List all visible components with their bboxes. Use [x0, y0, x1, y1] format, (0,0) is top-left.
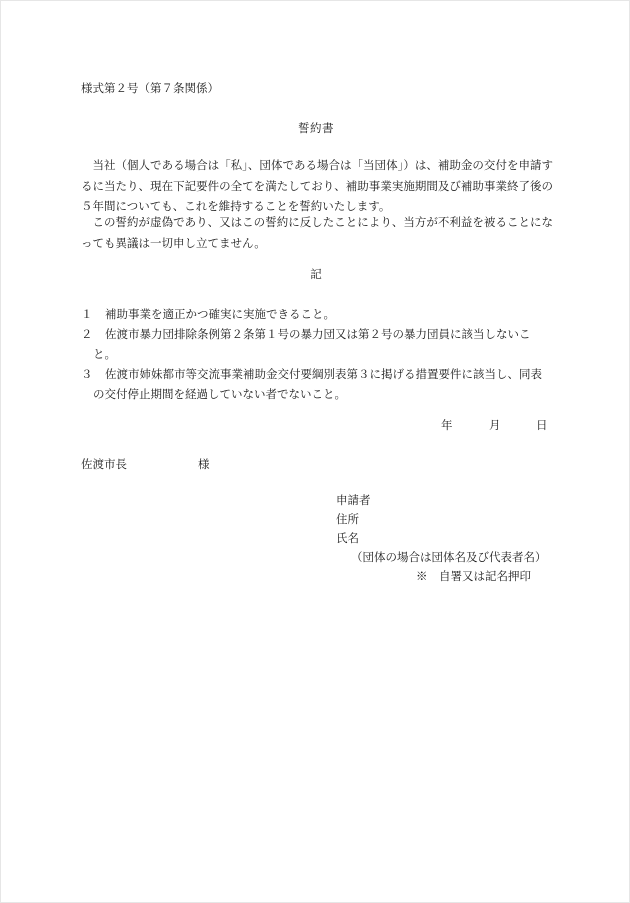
requirement-item: [81, 324, 553, 364]
date-year-label: 年: [441, 418, 453, 432]
item-text: 佐渡市暴力団排除条例第２条第１号の暴力団又は第２号の暴力団員に該当しないこと。: [93, 327, 531, 361]
applicant-label: 申請者: [336, 493, 371, 507]
pledge-paragraph: この誓約が虚偽であり、又はこの誓約に反したことにより、当方が不利益を被ることになっても異議は一切申し立てません。: [81, 215, 553, 250]
pledge-paragraph: 当社（個人である場合は「私」、団体である場合は「当団体」）は、補助金の交付を申請するに当たり、現在下記要件の全てを満たしており、補助事業実施期間及び補助事業終了後の５年間についても、これを維持することを誓約いたします。: [81, 158, 553, 213]
date-day-label: 日: [536, 418, 548, 432]
signature-note: ※ 自署又は記名押印: [416, 569, 531, 583]
addressee: 佐渡市長: [81, 457, 127, 471]
requirement-item: [81, 304, 553, 324]
ki-heading: 記: [310, 267, 322, 281]
item-number: ３: [81, 367, 93, 381]
honorific: 様: [198, 457, 210, 471]
name-label: 氏名: [336, 531, 359, 545]
form-number: 様式第２号（第７条関係）: [81, 81, 219, 95]
requirement-item: [81, 364, 553, 404]
item-number: ２: [81, 327, 93, 341]
date-month-label: 月: [489, 418, 501, 432]
document-title: 誓約書: [298, 121, 334, 135]
item-number: １: [81, 307, 93, 321]
item-text: 補助事業を適正かつ確実に実施できること。: [105, 307, 335, 321]
group-note: （団体の場合は団体名及び代表者名）: [351, 550, 547, 564]
item-text: 佐渡市姉妹都市等交流事業補助金交付要綱別表第３に掲げる措置要件に該当し、同表の交付停止期間を経過していない者でないこと。: [93, 367, 542, 401]
address-label: 住所: [336, 512, 359, 526]
